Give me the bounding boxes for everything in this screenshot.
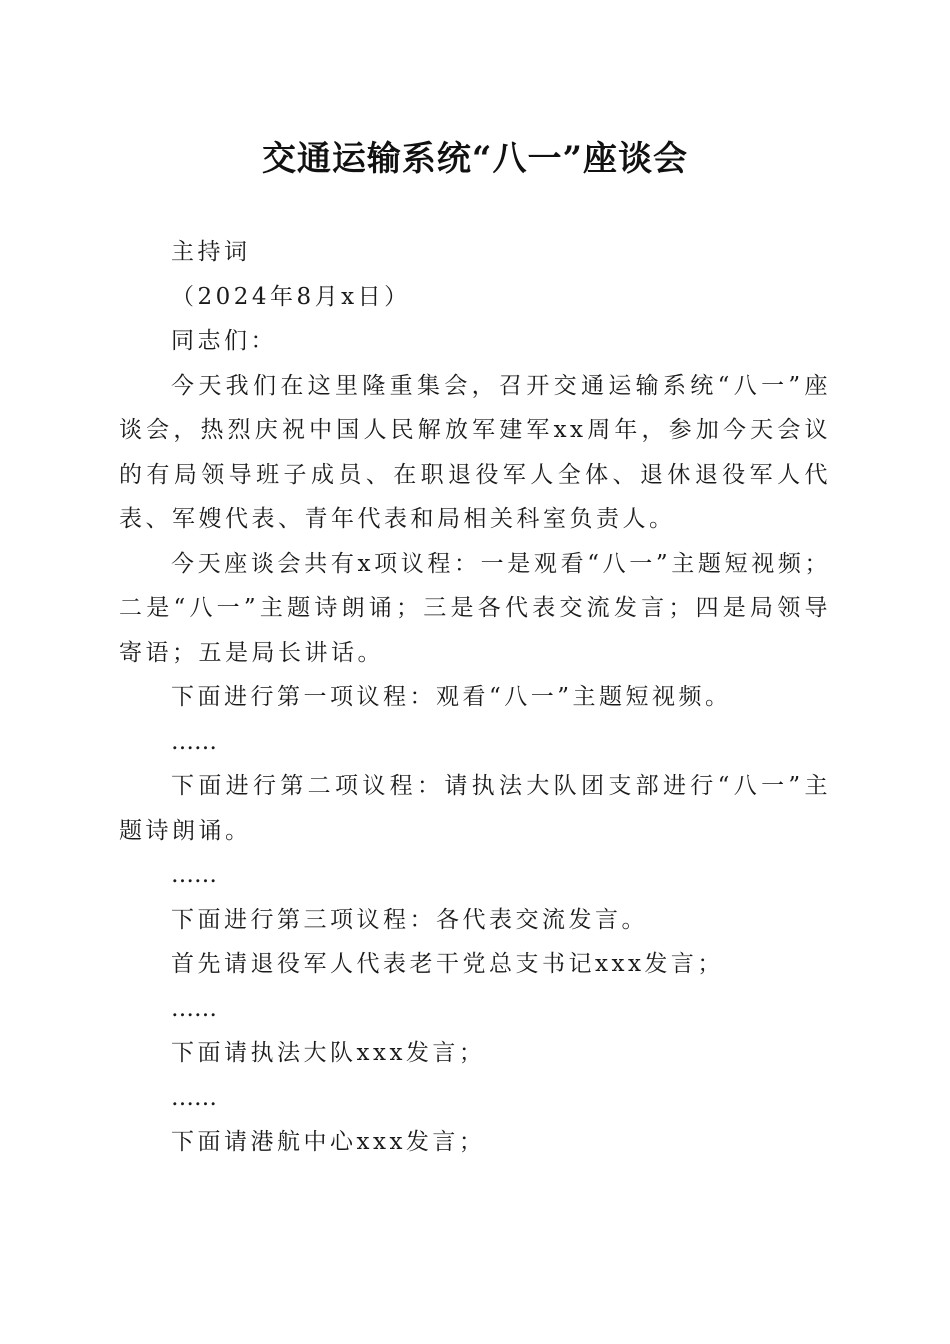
paragraph-ellipsis: …… [171, 1084, 217, 1111]
paragraph-ellipsis: …… [171, 728, 217, 755]
paragraph-opening: 今天我们在这里隆重集会，召开交通运输系统“八一”座谈会，热烈庆祝中国人民解放军建军xx周年，参加今天会议的有局领导班子成员、在职退役军人全体、退休退役军人代表、军嫂代表、青年代表和局相关科室负责人。 [119, 372, 831, 532]
document-title: 交通运输系统“八一”座谈会 [261, 139, 689, 179]
paragraph-speech-type: 主持词 [171, 239, 251, 265]
paragraph-agenda-item-2: 下面进行第二项议程：请执法大队团支部进行“八一”主题诗朗诵。 [119, 773, 831, 844]
paragraph-speaker-1: 首先请退役军人代表老干党总支书记xxx发言； [171, 951, 724, 977]
document-body [119, 230, 831, 1165]
paragraph-date: （2024年8月x日） [171, 283, 411, 310]
paragraph-agenda-item-3: 下面进行第三项议程：各代表交流发言。 [171, 906, 648, 933]
paragraph-speaker-2: 下面请执法大队xxx发言； [171, 1040, 486, 1066]
paragraph-agenda: 今天座谈会共有x项议程：一是观看“八一”主题短视频；二是“八一”主题诗朗诵；三是各代表交流发言；四是局领导寄语；五是局长讲话。 [119, 550, 831, 666]
paragraph-speaker-3: 下面请港航中心xxx发言； [171, 1129, 486, 1155]
paragraph-agenda-item-1: 下面进行第一项议程：观看“八一”主题短视频。 [171, 684, 732, 710]
paragraph-ellipsis: …… [171, 862, 217, 888]
paragraph-salutation: 同志们： [171, 328, 277, 354]
paragraph-ellipsis: …… [171, 995, 217, 1022]
